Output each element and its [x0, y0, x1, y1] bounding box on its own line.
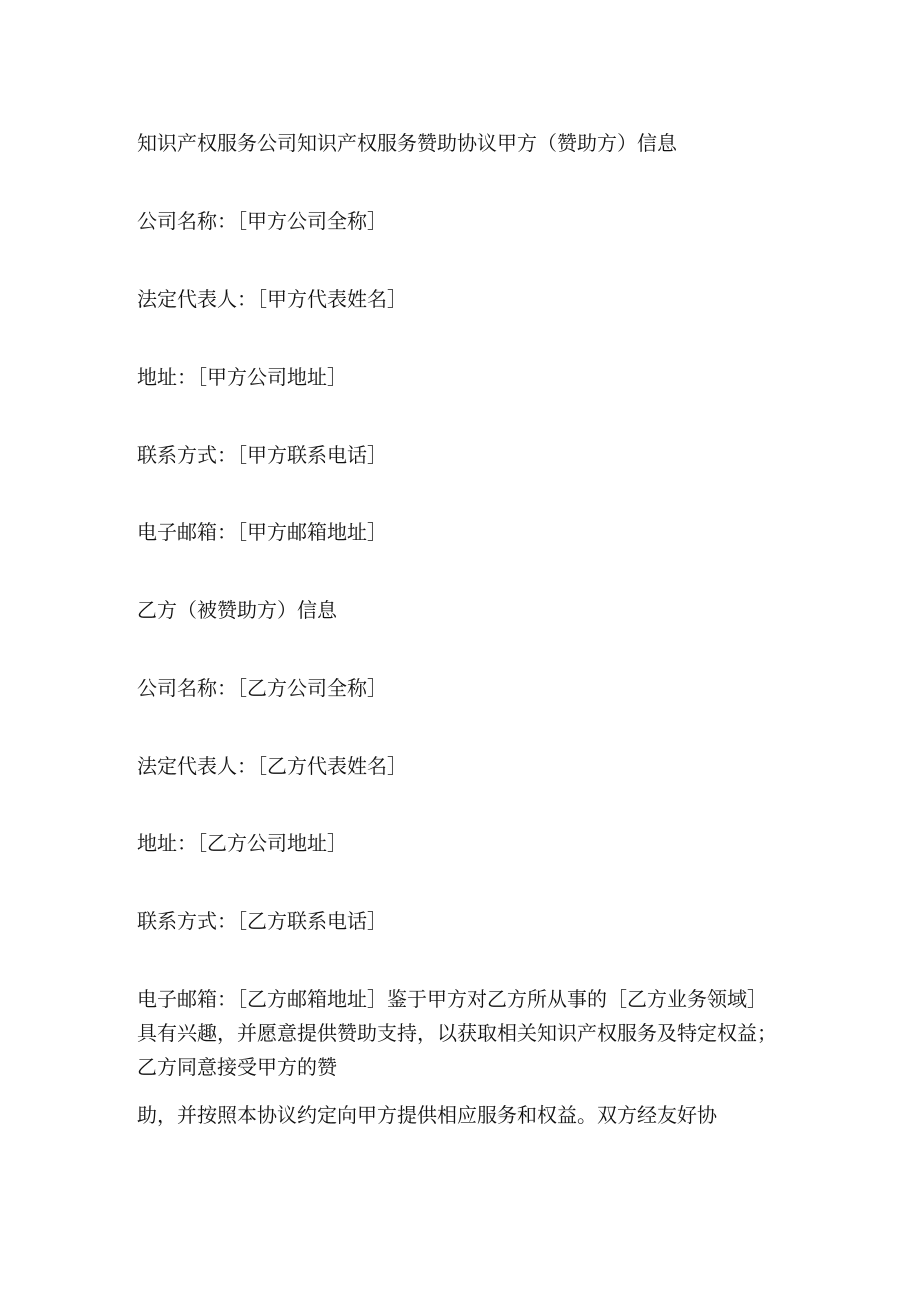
whereas-paragraph: [137, 982, 787, 1084]
party-b-address: 地址：［乙方公司地址］: [137, 831, 347, 855]
party-b-representative: 法定代表人：［乙方代表姓名］: [137, 754, 407, 778]
party-b-phone: 联系方式：［乙方联系电话］: [137, 909, 387, 933]
paragraph-line: 乙方同意接受甲方的赞: [137, 1055, 337, 1079]
party-a-email: 电子邮箱：［甲方邮箱地址］: [137, 520, 387, 544]
paragraph-line: 电子邮箱：［乙方邮箱地址］鉴于甲方对乙方所从事的［乙方业务领域］: [137, 987, 767, 1011]
party-a-representative: 法定代表人：［甲方代表姓名］: [137, 287, 407, 311]
party-a-company: 公司名称：［甲方公司全称］: [137, 209, 387, 233]
party-b-heading: 乙方（被赞助方）信息: [137, 598, 337, 622]
paragraph-line: 具有兴趣，并愿意提供赞助支持，以获取相关知识产权服务及特定权益；: [137, 1021, 777, 1045]
document-title: 知识产权服务公司知识产权服务赞助协议甲方（赞助方）信息: [137, 131, 677, 155]
party-b-company: 公司名称：［乙方公司全称］: [137, 676, 387, 700]
party-a-address: 地址：［甲方公司地址］: [137, 365, 347, 389]
paragraph-final-line: 助，并按照本协议约定向甲方提供相应服务和权益。双方经友好协: [137, 1103, 717, 1127]
party-a-phone: 联系方式：［甲方联系电话］: [137, 443, 387, 467]
